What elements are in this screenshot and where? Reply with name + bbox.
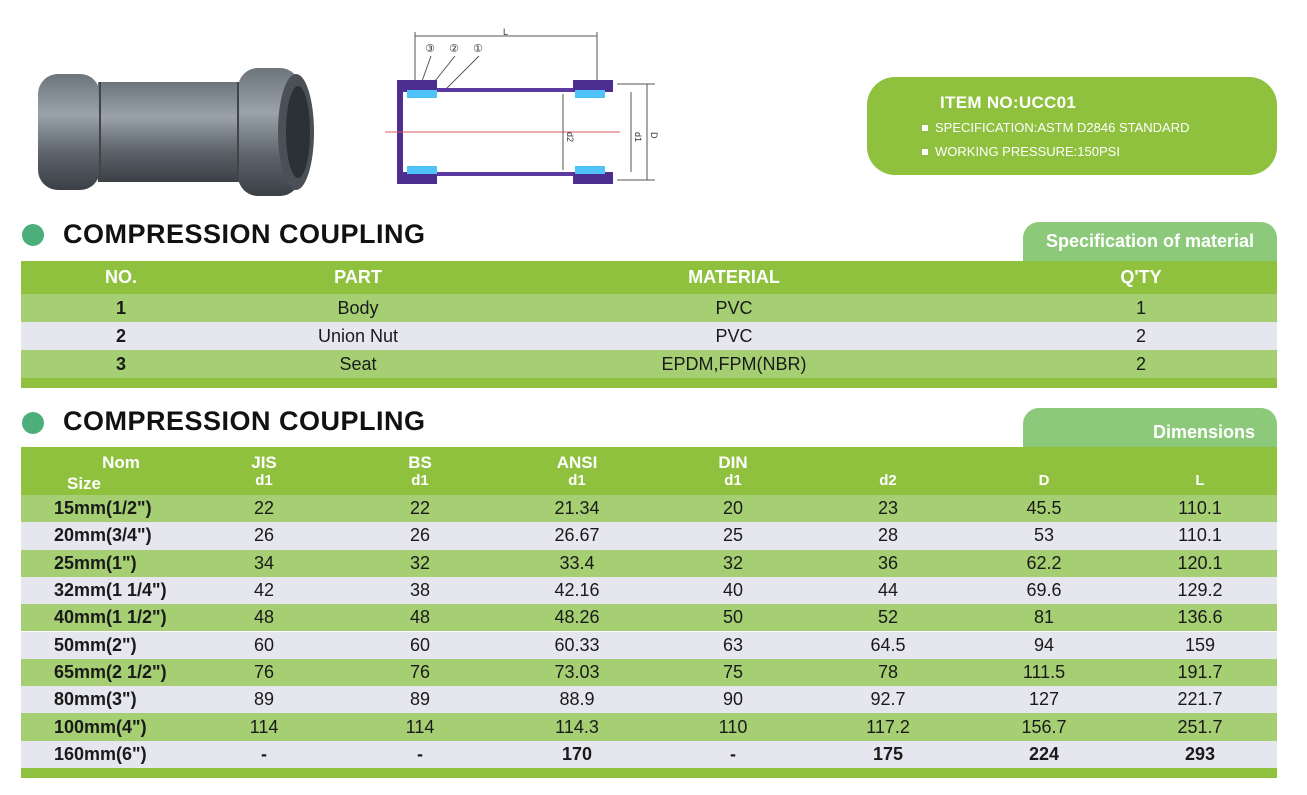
- table-row: [21, 686, 1277, 713]
- dimensions-tab: Dimensions: [1023, 408, 1277, 447]
- value-cell: 64.5: [870, 634, 906, 655]
- size-cell: 50mm(2"): [54, 634, 137, 655]
- value-cell: 69.6: [1026, 580, 1062, 601]
- value-cell: 221.7: [1177, 689, 1223, 710]
- value-cell: 73.03: [554, 661, 600, 682]
- value-cell: 129.2: [1177, 580, 1223, 601]
- pressure-line: WORKING PRESSURE:150PSI: [922, 144, 1120, 159]
- value-cell: 42.16: [554, 580, 600, 601]
- value-cell: 63: [722, 634, 744, 655]
- value-cell: 21.34: [554, 498, 600, 519]
- value-cell: 28: [877, 525, 899, 546]
- value-cell: 40: [722, 580, 744, 601]
- value-cell: 26: [253, 525, 275, 546]
- size-cell: 80mm(3"): [54, 689, 137, 710]
- value-cell: 76: [409, 661, 431, 682]
- value-cell: 75: [722, 661, 744, 682]
- value-cell: 78: [877, 661, 899, 682]
- value-cell: 45.5: [1026, 498, 1062, 519]
- value-cell: 293: [1184, 743, 1216, 764]
- material-table: [21, 261, 1277, 388]
- table-row: 3 Seat EPDM,FPM(NBR) 2: [21, 350, 1277, 378]
- value-cell: 38: [409, 580, 431, 601]
- specification-line: SPECIFICATION:ASTM D2846 STANDARD: [922, 120, 1190, 135]
- product-photo: [28, 62, 328, 202]
- value-cell: 90: [722, 689, 744, 710]
- table-bottom-bar: [21, 378, 1277, 388]
- value-cell: -: [730, 743, 736, 764]
- size-cell: 20mm(3/4"): [54, 525, 152, 546]
- value-cell: 88.9: [559, 689, 595, 710]
- value-cell: 170: [561, 743, 593, 764]
- col-material: MATERIAL: [688, 267, 780, 287]
- size-cell: 15mm(1/2"): [54, 498, 152, 519]
- value-cell: 136.6: [1177, 607, 1223, 628]
- value-cell: 48.26: [554, 607, 600, 628]
- material-tab: Specification of material: [1023, 222, 1277, 261]
- value-cell: 156.7: [1021, 716, 1067, 737]
- size-cell: 160mm(6"): [54, 743, 147, 764]
- table-row: [21, 604, 1277, 631]
- value-cell: 76: [253, 661, 275, 682]
- col-no: NO.: [104, 267, 137, 287]
- table-row: [21, 495, 1277, 522]
- table-bottom-bar: [21, 768, 1277, 778]
- material-header-row: [21, 261, 1277, 294]
- value-cell: 32: [722, 552, 744, 573]
- value-cell: 251.7: [1177, 716, 1223, 737]
- cross-section-diagram: [385, 28, 665, 193]
- size-cell: 40mm(1 1/2"): [54, 607, 167, 628]
- dimensions-section-title: COMPRESSION COUPLING: [63, 406, 426, 436]
- value-cell: 89: [253, 689, 275, 710]
- value-cell: 53: [1033, 525, 1055, 546]
- table-row: [21, 632, 1277, 659]
- table-row: [21, 713, 1277, 740]
- value-cell: 110.1: [1178, 525, 1222, 546]
- length-label: L: [503, 28, 509, 37]
- value-cell: 224: [1028, 743, 1060, 764]
- bullet-icon: [922, 125, 928, 131]
- value-cell: 111.5: [1022, 661, 1066, 682]
- table-row: [21, 741, 1277, 768]
- value-cell: 94: [1033, 634, 1055, 655]
- value-cell: 127: [1028, 689, 1060, 710]
- value-cell: 62.2: [1026, 552, 1062, 573]
- value-cell: -: [261, 743, 267, 764]
- value-cell: 110: [718, 716, 748, 737]
- table-row: [21, 522, 1277, 549]
- value-cell: 25: [722, 525, 744, 546]
- value-cell: 60: [409, 634, 431, 655]
- value-cell: 117.2: [866, 716, 910, 737]
- svg-text:②: ②: [449, 42, 459, 55]
- value-cell: 32: [409, 552, 431, 573]
- value-cell: 114: [249, 716, 279, 737]
- bullet-icon: [922, 149, 928, 155]
- value-cell: 36: [877, 552, 899, 573]
- section-dot-icon: [22, 412, 44, 434]
- value-cell: 26: [409, 525, 431, 546]
- value-cell: 120.1: [1177, 552, 1223, 573]
- value-cell: 23: [877, 498, 899, 519]
- value-cell: 89: [409, 689, 431, 710]
- dimensions-table: [21, 447, 1277, 779]
- svg-text:d1: d1: [633, 132, 643, 143]
- value-cell: 114: [405, 716, 435, 737]
- value-cell: 175: [872, 743, 904, 764]
- svg-text:D: D: [649, 132, 659, 139]
- size-cell: 65mm(2 1/2"): [54, 661, 167, 682]
- table-row: [21, 550, 1277, 577]
- value-cell: 92.7: [870, 689, 906, 710]
- value-cell: 22: [409, 498, 431, 519]
- size-cell: 25mm(1"): [54, 552, 137, 573]
- value-cell: 48: [253, 607, 275, 628]
- size-cell: 32mm(1 1/4"): [54, 580, 167, 601]
- table-row: 1 Body PVC 1: [21, 294, 1277, 322]
- svg-text:①: ①: [473, 42, 483, 55]
- value-cell: 191.7: [1177, 661, 1223, 682]
- svg-text:d2: d2: [565, 132, 575, 143]
- material-section-title: COMPRESSION COUPLING: [63, 219, 426, 249]
- size-cell: 100mm(4"): [54, 716, 147, 737]
- value-cell: -: [417, 743, 423, 764]
- value-cell: 81: [1033, 607, 1055, 628]
- value-cell: 42: [253, 580, 275, 601]
- value-cell: 159: [1184, 634, 1216, 655]
- section-dot-icon: [22, 224, 44, 246]
- col-qty: Q'TY: [1120, 267, 1162, 287]
- item-number: ITEM NO:UCC01: [940, 93, 1077, 112]
- value-cell: 26.67: [554, 525, 600, 546]
- value-cell: 33.4: [559, 552, 595, 573]
- dimensions-header-row: Nom Size JIS d1 BS d1 ANSI d1 DIN d1 d2 D L: [21, 447, 1277, 495]
- svg-text:③: ③: [425, 42, 435, 55]
- col-part: PART: [334, 267, 382, 287]
- value-cell: 20: [722, 498, 744, 519]
- value-cell: 114.3: [555, 716, 599, 737]
- value-cell: 110.1: [1178, 498, 1222, 519]
- value-cell: 60: [253, 634, 275, 655]
- value-cell: 44: [877, 580, 899, 601]
- value-cell: 22: [253, 498, 275, 519]
- value-cell: 48: [409, 607, 431, 628]
- table-row: [21, 659, 1277, 686]
- value-cell: 50: [722, 607, 744, 628]
- value-cell: 60.33: [554, 634, 600, 655]
- table-row: 2 Union Nut PVC 2: [21, 322, 1277, 350]
- value-cell: 52: [877, 607, 899, 628]
- table-row: [21, 577, 1277, 604]
- value-cell: 34: [253, 552, 275, 573]
